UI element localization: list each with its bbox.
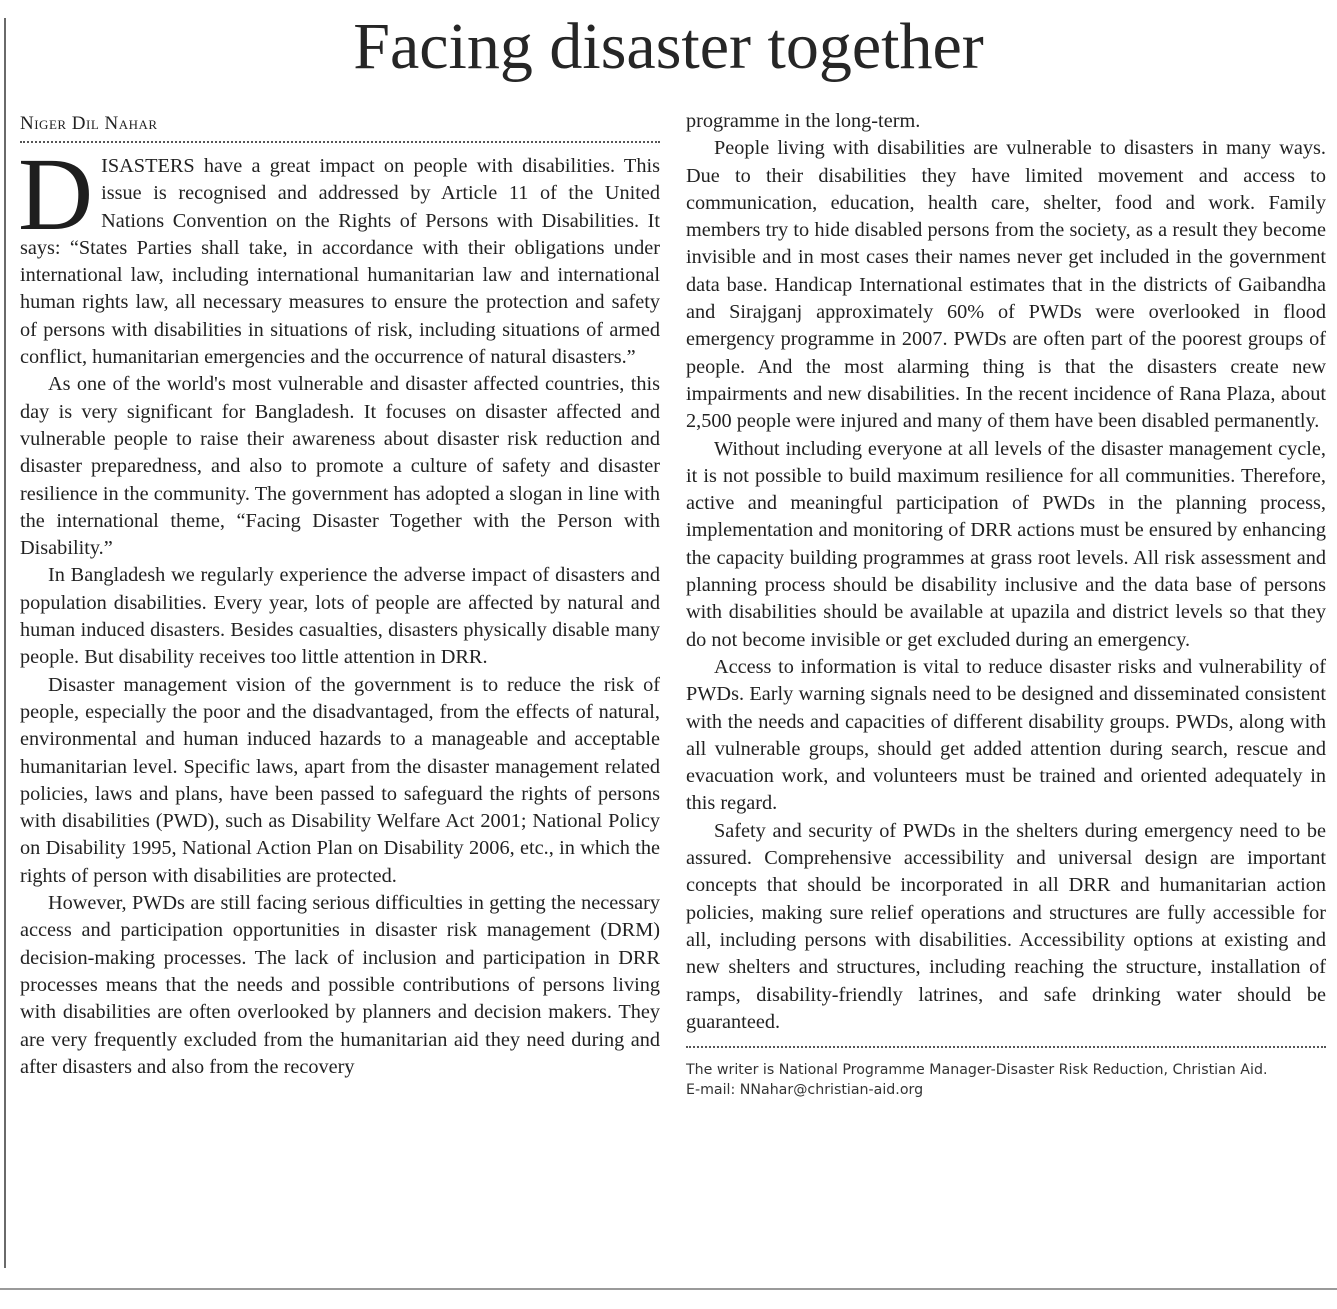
body-paragraph: Safety and security of PWDs in the shelters during emergency need to be assured. Comprehensive accessibility and universal design are important concepts that should be incorporated in all DRR and humanitarian action policies, making sure relief operations and structures are fully accessible for all, including persons with disabilities. Accessibility options at existing and new shelters and structures, including reaching the structure, installation of ramps, disability-friendly latrines, and safe drinking water should be guaranteed. [686,819,1326,1033]
body-paragraph: Without including everyone at all levels of the disaster management cycle, it is not possible to build maximum resilience for all communities. Therefore, active and meaningful participation of PWDs in the planning process, implementation and monitoring of DRR actions must be ensured by enhancing the capacity building programmes at grass root levels. All risk assessment and planning process should be disability inclusive and the data base of persons with disabilities should be available at upazila and district levels so that they do not become invisible or get excluded during an emergency. [686,437,1326,651]
left-column [20,110,660,1081]
article-headline: Facing disaster together [353,10,984,83]
lead-paragraph-text: ISASTERS have a great impact on people with disabilities. This issue is recognised and addressed by Article 11 of the United Nations Convention on the Rights of Persons with Disabilities. It says: “States Parties shall take, in accordance with their obligations under international law, including international humanitarian law and international human rights law, all necessary measures to ensure the protection and safety of persons with disabilities in situations of risk, including situations of armed conflict, humanitarian emergencies and the occurrence of natural disasters.” [20,155,660,369]
continued-paragraph: programme in the long-term. [686,110,921,132]
writer-note [686,1060,1326,1100]
lead-paragraph [18,137,660,371]
body-paragraph: As one of the world's most vulnerable and disaster affected countries, this day is very significant for Bangladesh. It focuses on disaster affected and vulnerable people to raise their awareness about disaster risk reduction and disaster preparedness, and also to promote a culture of safety and disaster resilience in the community. The government has adopted a slogan in line with the international theme, “Facing Disaster Together with the Person with Disability.” [20,373,660,560]
author-byline: Niger Dil Nahar [20,110,660,143]
body-paragraph: People living with disabilities are vulnerable to disasters in many ways. Due to their disabilities they have limited movement and access to communication, education, health care, shelter, food and work. Family members try to hide disabled persons from the society, as a result they become invisible and in most cases their names never get included in the government data base. Handicap International estimates that in the districts of Gaibandha and Sirajganj approximately 60% of PWDs were overlooked in flood emergency programme in 2007. PWDs are often part of the poorest groups of people. And the most alarming thing is that the disasters create new impairments and new disabilities. In the recent incidence of Rana Plaza, about 2,500 people were injured and many of them have been disabled permanently. [686,137,1326,433]
drop-cap: D [18,137,94,252]
right-column [686,108,1326,1100]
left-column-rule [4,18,6,1268]
writer-note-email: E-mail: NNahar@christian-aid.org [686,1082,924,1099]
body-paragraph: However, PWDs are still facing serious difficulties in getting the necessary access and participation opportunities in disaster risk management (DRM) decision-making processes. The lack of inclusion and participation in DRR processes means that the needs and possible contributions of persons living with disabilities are often overlooked by planners and decision makers. They are very frequently excluded from the humanitarian aid they need during and after disasters and also from the recovery [20,892,660,1078]
writer-note-divider [686,1046,1326,1048]
body-paragraph: Disaster management vision of the government is to reduce the risk of people, especially the poor and the disadvantaged, from the effects of natural, environmental and human induced hazards to a manageable and acceptable humanitarian level. Specific laws, apart from the disaster management related policies, laws and plans, have been passed to safeguard the rights of persons with disabilities (PWD), such as Disability Welfare Act 2001; National Policy on Disability 1995, National Action Plan on Disability 2006, etc., in which the rights of person with disabilities are protected. [20,673,660,887]
body-paragraph: Access to information is vital to reduce disaster risks and vulnerability of PWDs. Early warning signals need to be designed and disseminated consistent with the needs and capacities of different disability groups. PWDs, along with all vulnerable groups, should get added attention during search, rescue and evacuation work, and volunteers must be trained and oriented adequately in this regard. [686,655,1326,815]
body-paragraph: In Bangladesh we regularly experience the adverse impact of disasters and population disabilities. Every year, lots of people are affected by natural and human induced disasters. Besides casualties, disasters physically disable many people. But disability receives too little attention in DRR. [20,564,660,669]
writer-note-position: The writer is National Programme Manager-Disaster Risk Reduction, Christian Aid. [686,1062,1268,1079]
bottom-rule [0,1288,1337,1290]
